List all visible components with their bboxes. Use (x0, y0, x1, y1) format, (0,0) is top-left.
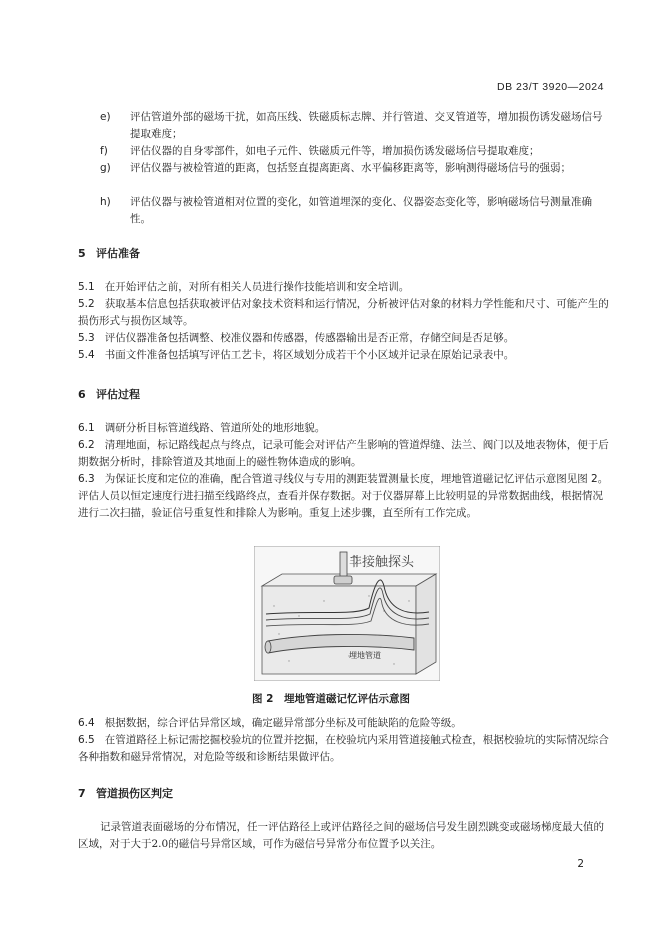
clause-5-2 (78, 296, 610, 330)
clause-text: 书面文件准备包括填写评估工艺卡，将区域划分成若干个小区域并记录在原始记录表中。 (104, 349, 515, 361)
clause-number: 6.4 (78, 717, 95, 729)
clause-number: 5.4 (78, 349, 95, 361)
section-number: 6 (78, 388, 86, 401)
clause-number: 5.1 (78, 281, 95, 293)
section-title: 评估过程 (96, 388, 140, 401)
clause-number: 5.3 (78, 332, 95, 344)
list-label: f) (100, 145, 108, 157)
clause-6-2 (78, 437, 610, 471)
section-7-heading (78, 785, 173, 801)
clause-text: 调研分析目标管道线路、管道所处的地形地貌。 (104, 422, 326, 434)
clause-5-3 (78, 330, 610, 347)
section-number: 7 (78, 787, 86, 800)
page-number: 2 (577, 858, 584, 870)
clause-6-1 (78, 420, 610, 437)
clause-text: 清理地面，标记路线起点与终点，记录可能会对评估产生影响的管道焊缝、法兰、阀门以及地表物体，便于后期数据分析时，排除管道及其地面上的磁性物体造成的影响。 (78, 439, 609, 468)
document-code: DB 23/T 3920—2024 (497, 81, 604, 93)
list-text: 评估仪器与被检管道相对位置的变化，如管道埋深的变化、仪器姿态变化等，影响磁场信号测量准确性。 (130, 196, 592, 225)
clause-text: 在开始评估之前，对所有相关人员进行操作技能培训和安全培训。 (104, 281, 410, 293)
clause-text: 为保证长度和定位的准确，配合管道寻线仪与专用的测距装置测量长度，埋地管道磁记忆评估示意图见图 2。评估人员以恒定速度行进扫描至线路终点，查看并保存数据。对于仪器屏幕上比较明显的异常数据曲线，根据情况进行二次扫描，验证信号重复性和排除人为影响。重复上述步骤，直至所有工作完成。 (78, 473, 609, 519)
clause-text: 根据数据，综合评估异常区域，确定磁异常部分坐标及可能缺陷的危险等级。 (104, 717, 462, 729)
clause-number: 6.5 (78, 734, 95, 746)
section-title: 评估准备 (96, 247, 140, 260)
clause-5-1 (78, 279, 610, 296)
section-7-body: 记录管道表面磁场的分布情况，任一评估路径上或评估路径之间的磁场信号发生剧烈跳变或磁场梯度最大值的区域，对于大于2.0的磁信号异常区域，可作为磁信号异常分布位置予以关注。 (78, 821, 604, 850)
list-label: h) (100, 196, 111, 208)
section-6-heading (78, 386, 140, 402)
list-item-f (100, 143, 610, 160)
clause-number: 6.3 (78, 473, 95, 485)
clause-6-5 (78, 732, 610, 766)
probe-label: 非接触探头 (349, 555, 415, 570)
clause-text: 获取基本信息包括获取被评估对象技术资料和运行情况，分析被评估对象的材料力学性能和尺寸、可能产生的损伤形式与损伤区域等。 (78, 298, 609, 327)
clause-number: 6.1 (78, 422, 95, 434)
clause-text: 评估仪器准备包括调整、校准仪器和传感器，传感器输出是否正常，存储空间是否足够。 (104, 332, 515, 344)
clause-number: 6.2 (78, 439, 95, 451)
list-item-g (100, 160, 610, 177)
figure-caption: 图 2 埋地管道磁记忆评估示意图 (252, 693, 410, 705)
list-label: e) (100, 111, 111, 123)
figure-2 (254, 546, 440, 681)
section-number: 5 (78, 247, 86, 260)
list-text: 评估仪器与被检管道的距离，包括竖直提离距离、水平偏移距离等，影响测得磁场信号的强弱； (130, 162, 571, 174)
pipe-label: 埋地管道 (349, 651, 381, 660)
clause-text: 在管道路径上标记需挖掘校验坑的位置并挖掘，在校验坑内采用管道接触式检查，根据校验坑的实际情况综合各种指数和磁异常情况，对危险等级和诊断结果做评估。 (78, 734, 609, 763)
list-label: g) (100, 162, 111, 174)
list-text: 评估仪器的自身零部件，如电子元件、铁磁质元件等，增加损伤诱发磁场信号提取难度； (130, 145, 540, 157)
section-title: 管道损伤区判定 (96, 787, 173, 800)
clause-6-4 (78, 715, 610, 732)
clause-number: 5.2 (78, 298, 95, 310)
clause-6-3 (78, 471, 610, 522)
list-text: 评估管道外部的磁场干扰，如高压线、铁磁质标志牌、并行管道、交叉管道等，增加损伤诱发磁场信号提取难度； (130, 111, 603, 140)
section-5-heading (78, 245, 140, 261)
clause-5-4 (78, 347, 610, 364)
list-item-e (100, 109, 610, 143)
list-item-h (100, 194, 610, 228)
